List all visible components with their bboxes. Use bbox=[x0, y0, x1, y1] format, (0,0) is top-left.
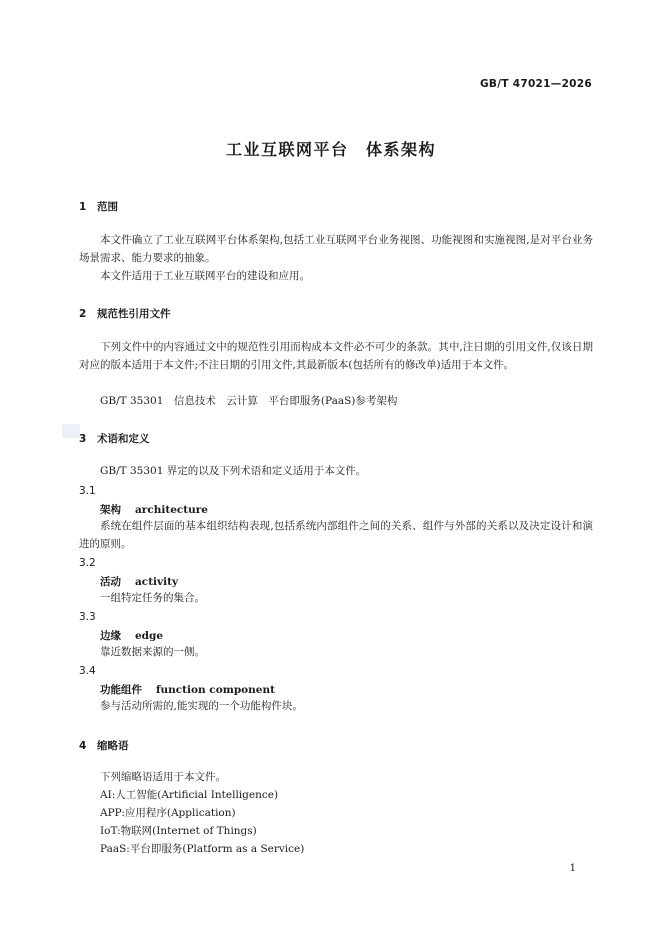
normative-reference: GB/T 35301 信息技术 云计算 平台即服务(PaaS)参考架构 bbox=[100, 395, 398, 407]
term-zh: 架构 bbox=[100, 504, 121, 516]
section-4-heading bbox=[79, 738, 129, 753]
section-title: 术语和定义 bbox=[97, 433, 150, 445]
abbreviation-item: IoT:物联网(Internet of Things) bbox=[100, 825, 257, 837]
term-definition: 靠近数据来源的一侧。 bbox=[100, 646, 205, 658]
document-title: 工业互联网平台 体系架构 bbox=[225, 140, 436, 159]
section-title: 范围 bbox=[97, 201, 118, 213]
term-heading bbox=[100, 574, 178, 589]
term-heading bbox=[100, 502, 208, 517]
section-2-paragraph: 下列文件中的内容通过文中的规范性引用而构成本文件必不可少的条款。其中,注日期的引用文件,仅该日期对应的版本适用于本文件;不注日期的引用文件,其最新版本(包括所有的修改单)适用于本文件。 bbox=[79, 341, 593, 371]
section-number: 1 bbox=[79, 201, 87, 213]
section-4-intro: 下列缩略语适用于本文件。 bbox=[100, 771, 226, 783]
section-1-paragraph-2: 本文件适用于工业互联网平台的建设和应用。 bbox=[100, 270, 310, 282]
term-definition: 参与活动所需的,能实现的一个功能构件块。 bbox=[100, 700, 303, 712]
term-en: function component bbox=[156, 684, 275, 696]
term-definition: 一组特定任务的集合。 bbox=[100, 592, 205, 604]
page-number: 1 bbox=[569, 863, 576, 874]
abbreviation-item: APP:应用程序(Application) bbox=[100, 807, 236, 819]
section-number: 4 bbox=[79, 740, 87, 752]
term-en: architecture bbox=[135, 504, 208, 516]
section-2-heading bbox=[79, 306, 171, 321]
term-number: 3.4 bbox=[79, 665, 96, 677]
section-title: 缩略语 bbox=[97, 740, 129, 752]
section-number: 3 bbox=[79, 433, 87, 445]
term-en: activity bbox=[135, 576, 179, 588]
term-heading bbox=[100, 628, 163, 643]
term-heading bbox=[100, 682, 275, 697]
term-definition: 系统在组件层面的基本组织结构表现,包括系统内部组件之间的关系、组件与外部的关系以及决定设计和演进的原则。 bbox=[79, 520, 593, 550]
margin-mark bbox=[62, 424, 80, 438]
section-title: 规范性引用文件 bbox=[97, 308, 171, 320]
abbreviation-item: AI:人工智能(Artificial Intelligence) bbox=[100, 789, 279, 801]
section-1-paragraph-1: 本文件确立了工业互联网平台体系架构,包括工业互联网平台业务视图、功能视图和实施视图,是对平台业务场景需求、能力要求的抽象。 bbox=[79, 234, 593, 264]
standard-code: GB/T 47021—2026 bbox=[479, 78, 592, 90]
term-number: 3.3 bbox=[79, 611, 96, 623]
section-3-intro: GB/T 35301 界定的以及下列术语和定义适用于本文件。 bbox=[100, 465, 367, 477]
section-number: 2 bbox=[79, 308, 87, 320]
term-zh: 活动 bbox=[100, 576, 121, 588]
section-1-heading bbox=[79, 199, 118, 214]
term-number: 3.1 bbox=[79, 485, 96, 497]
term-number: 3.2 bbox=[79, 557, 96, 569]
abbreviation-item: PaaS:平台即服务(Platform as a Service) bbox=[100, 843, 305, 855]
term-zh: 功能组件 bbox=[100, 684, 142, 696]
section-3-heading bbox=[79, 431, 150, 446]
term-zh: 边缘 bbox=[100, 630, 121, 642]
term-en: edge bbox=[135, 630, 164, 642]
